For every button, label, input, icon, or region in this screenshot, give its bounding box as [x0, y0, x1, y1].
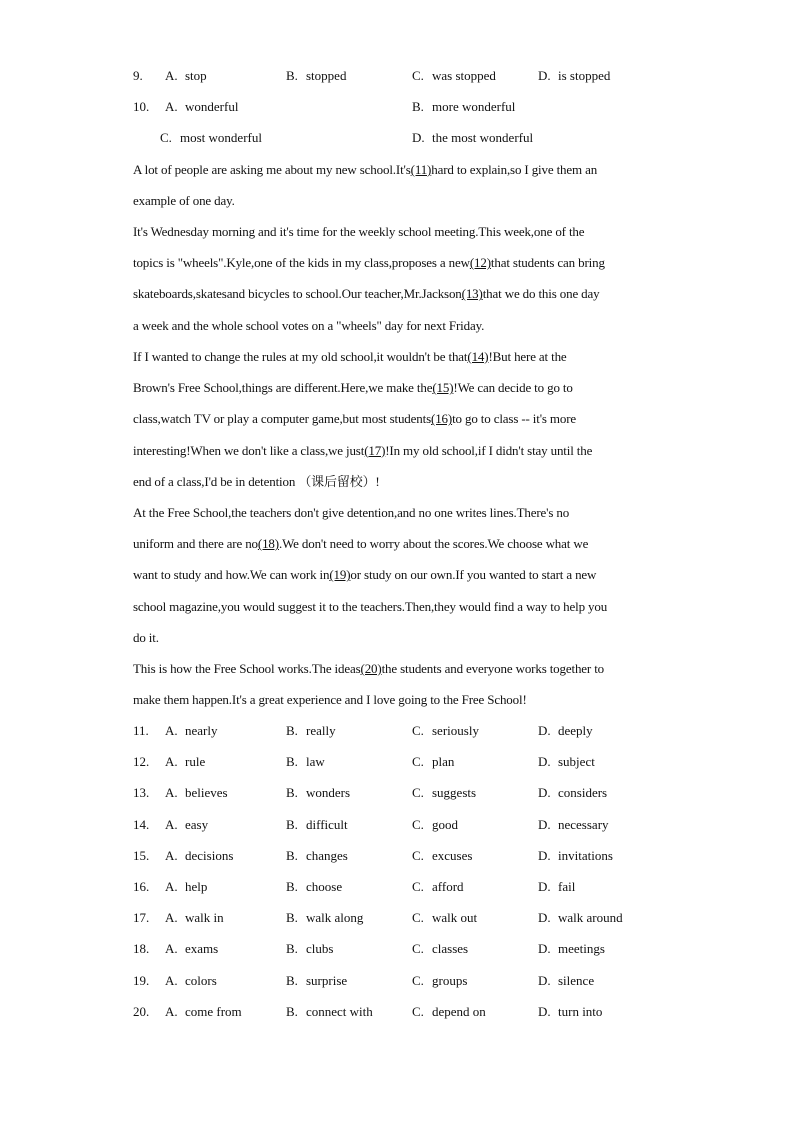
question-number: 12. — [133, 754, 150, 770]
option-a: A. stop — [165, 68, 207, 83]
option-c: C. good — [412, 816, 458, 832]
option-b: B. difficult — [286, 816, 348, 832]
blank-18: (18) — [257, 536, 279, 552]
option-d: D. the most wonderful — [412, 130, 534, 145]
option-d: D. fail — [538, 879, 576, 894]
option-a: A. easy — [165, 816, 209, 832]
question-number: 19. — [133, 972, 150, 988]
blank-17: (17) — [364, 442, 386, 458]
blank-15: (15) — [432, 380, 454, 396]
question-number: 11. — [133, 723, 149, 738]
option-a: A. rule — [165, 754, 206, 770]
option-a: A. decisions — [165, 847, 234, 863]
option-a: A. help — [165, 879, 208, 894]
question-number: 18. — [133, 941, 150, 957]
option-a: A. colors — [165, 972, 217, 988]
option-d: D. walk around — [538, 910, 623, 926]
question-number: 20. — [133, 1003, 150, 1019]
option-a: A. wonderful — [165, 99, 239, 114]
blank-20: (20) — [360, 661, 382, 676]
option-b: B. surprise — [286, 972, 348, 988]
blank-11: (11) — [410, 162, 432, 177]
passage-paragraph-1: A lot of people are asking me about my new school.It's(11)hard to explain,so I give them an example of one day. — [133, 162, 598, 209]
question-number: 10. — [133, 99, 150, 114]
option-b: B. more wonderful — [412, 99, 516, 114]
option-d: D. turn into — [538, 1003, 603, 1019]
option-a: A. walk in — [165, 910, 224, 926]
option-c: C. suggests — [412, 785, 477, 801]
option-b: B. clubs — [286, 941, 334, 957]
question-number: 9. — [133, 68, 143, 83]
question-number: 16. — [133, 879, 150, 894]
option-b: B. walk along — [286, 910, 364, 926]
option-d: D. meetings — [538, 941, 605, 957]
option-c: C. excuses — [412, 847, 473, 863]
question-number: 15. — [133, 847, 150, 863]
option-b: B. law — [286, 754, 325, 770]
option-b: B. changes — [286, 847, 348, 863]
option-c: C. was stopped — [412, 68, 496, 83]
option-c: C. walk out — [412, 910, 478, 926]
blank-13: (13) — [461, 286, 483, 302]
passage-paragraph-3: If I wanted to change the rules at my old school,it wouldn't be that(14)!But here at the Brown's Free School,things are different.Here,we make the(15)!We can decide to go to class,watch TV or play a computer game,but most students(16)to go to class -- it's more interesting!When we don't like a class,we just(17)!In my old school,if I didn't stay until the end of a class,I'd be in detention （课后留校）! — [133, 349, 593, 489]
passage-paragraph-4: At the Free School,the teachers don't give detention,and no one writes lines.There's no uniform and there are no(18).We don't need to worry about the scores.We choose what we want to study and how.We can work in(19)or study on our own.If you wanted to start a new school magazine,you would suggest it to the teachers.Then,they would find a way to help you do it. — [133, 505, 608, 645]
option-d: D. invitations — [538, 847, 613, 863]
blank-19: (19) — [329, 567, 351, 583]
option-a: A. exams — [165, 941, 219, 957]
option-b: B. really — [286, 723, 336, 738]
option-d: D. subject — [538, 754, 595, 770]
option-d: D. considers — [538, 785, 608, 801]
option-c: C. groups — [412, 972, 468, 988]
option-a: A. nearly — [165, 723, 218, 738]
option-b: B. wonders — [286, 785, 351, 801]
question-number: 14. — [133, 816, 150, 832]
option-c: C. most wonderful — [160, 130, 262, 145]
option-d: D. is stopped — [538, 68, 611, 83]
blank-16: (16) — [431, 411, 453, 427]
question-number: 17. — [133, 910, 150, 926]
option-c: C. seriously — [412, 723, 479, 738]
blank-14: (14) — [467, 349, 489, 364]
option-d: D. necessary — [538, 816, 609, 832]
option-c: C. depend on — [412, 1003, 486, 1019]
option-c: C. plan — [412, 754, 455, 770]
option-d: D. silence — [538, 972, 595, 988]
option-c: C. afford — [412, 879, 464, 894]
option-c: C. classes — [412, 941, 469, 957]
option-b: B. connect with — [286, 1003, 373, 1019]
passage-paragraph-2: It's Wednesday morning and it's time for the weekly school meeting.This week,one of the topics is "wheels".Kyle,one of the kids in my class,proposes a new(12)that students can bring skateboards,skatesand bicycles to school.Our teacher,Mr.Jackson(13)that we do this one day a week and the whole school votes on a "wheels" day for next Friday. — [133, 224, 605, 333]
question-number: 13. — [133, 785, 150, 801]
option-b: B. choose — [286, 879, 343, 894]
option-b: B. stopped — [286, 68, 347, 83]
option-d: D. deeply — [538, 723, 593, 738]
blank-12: (12) — [469, 255, 491, 271]
option-a: A. believes — [165, 785, 228, 801]
option-a: A. come from — [165, 1003, 242, 1019]
passage-paragraph-5: This is how the Free School works.The ideas(20)the students and everyone works together to make them happen.It's a great experience and I love going to the Free School! — [133, 661, 605, 708]
